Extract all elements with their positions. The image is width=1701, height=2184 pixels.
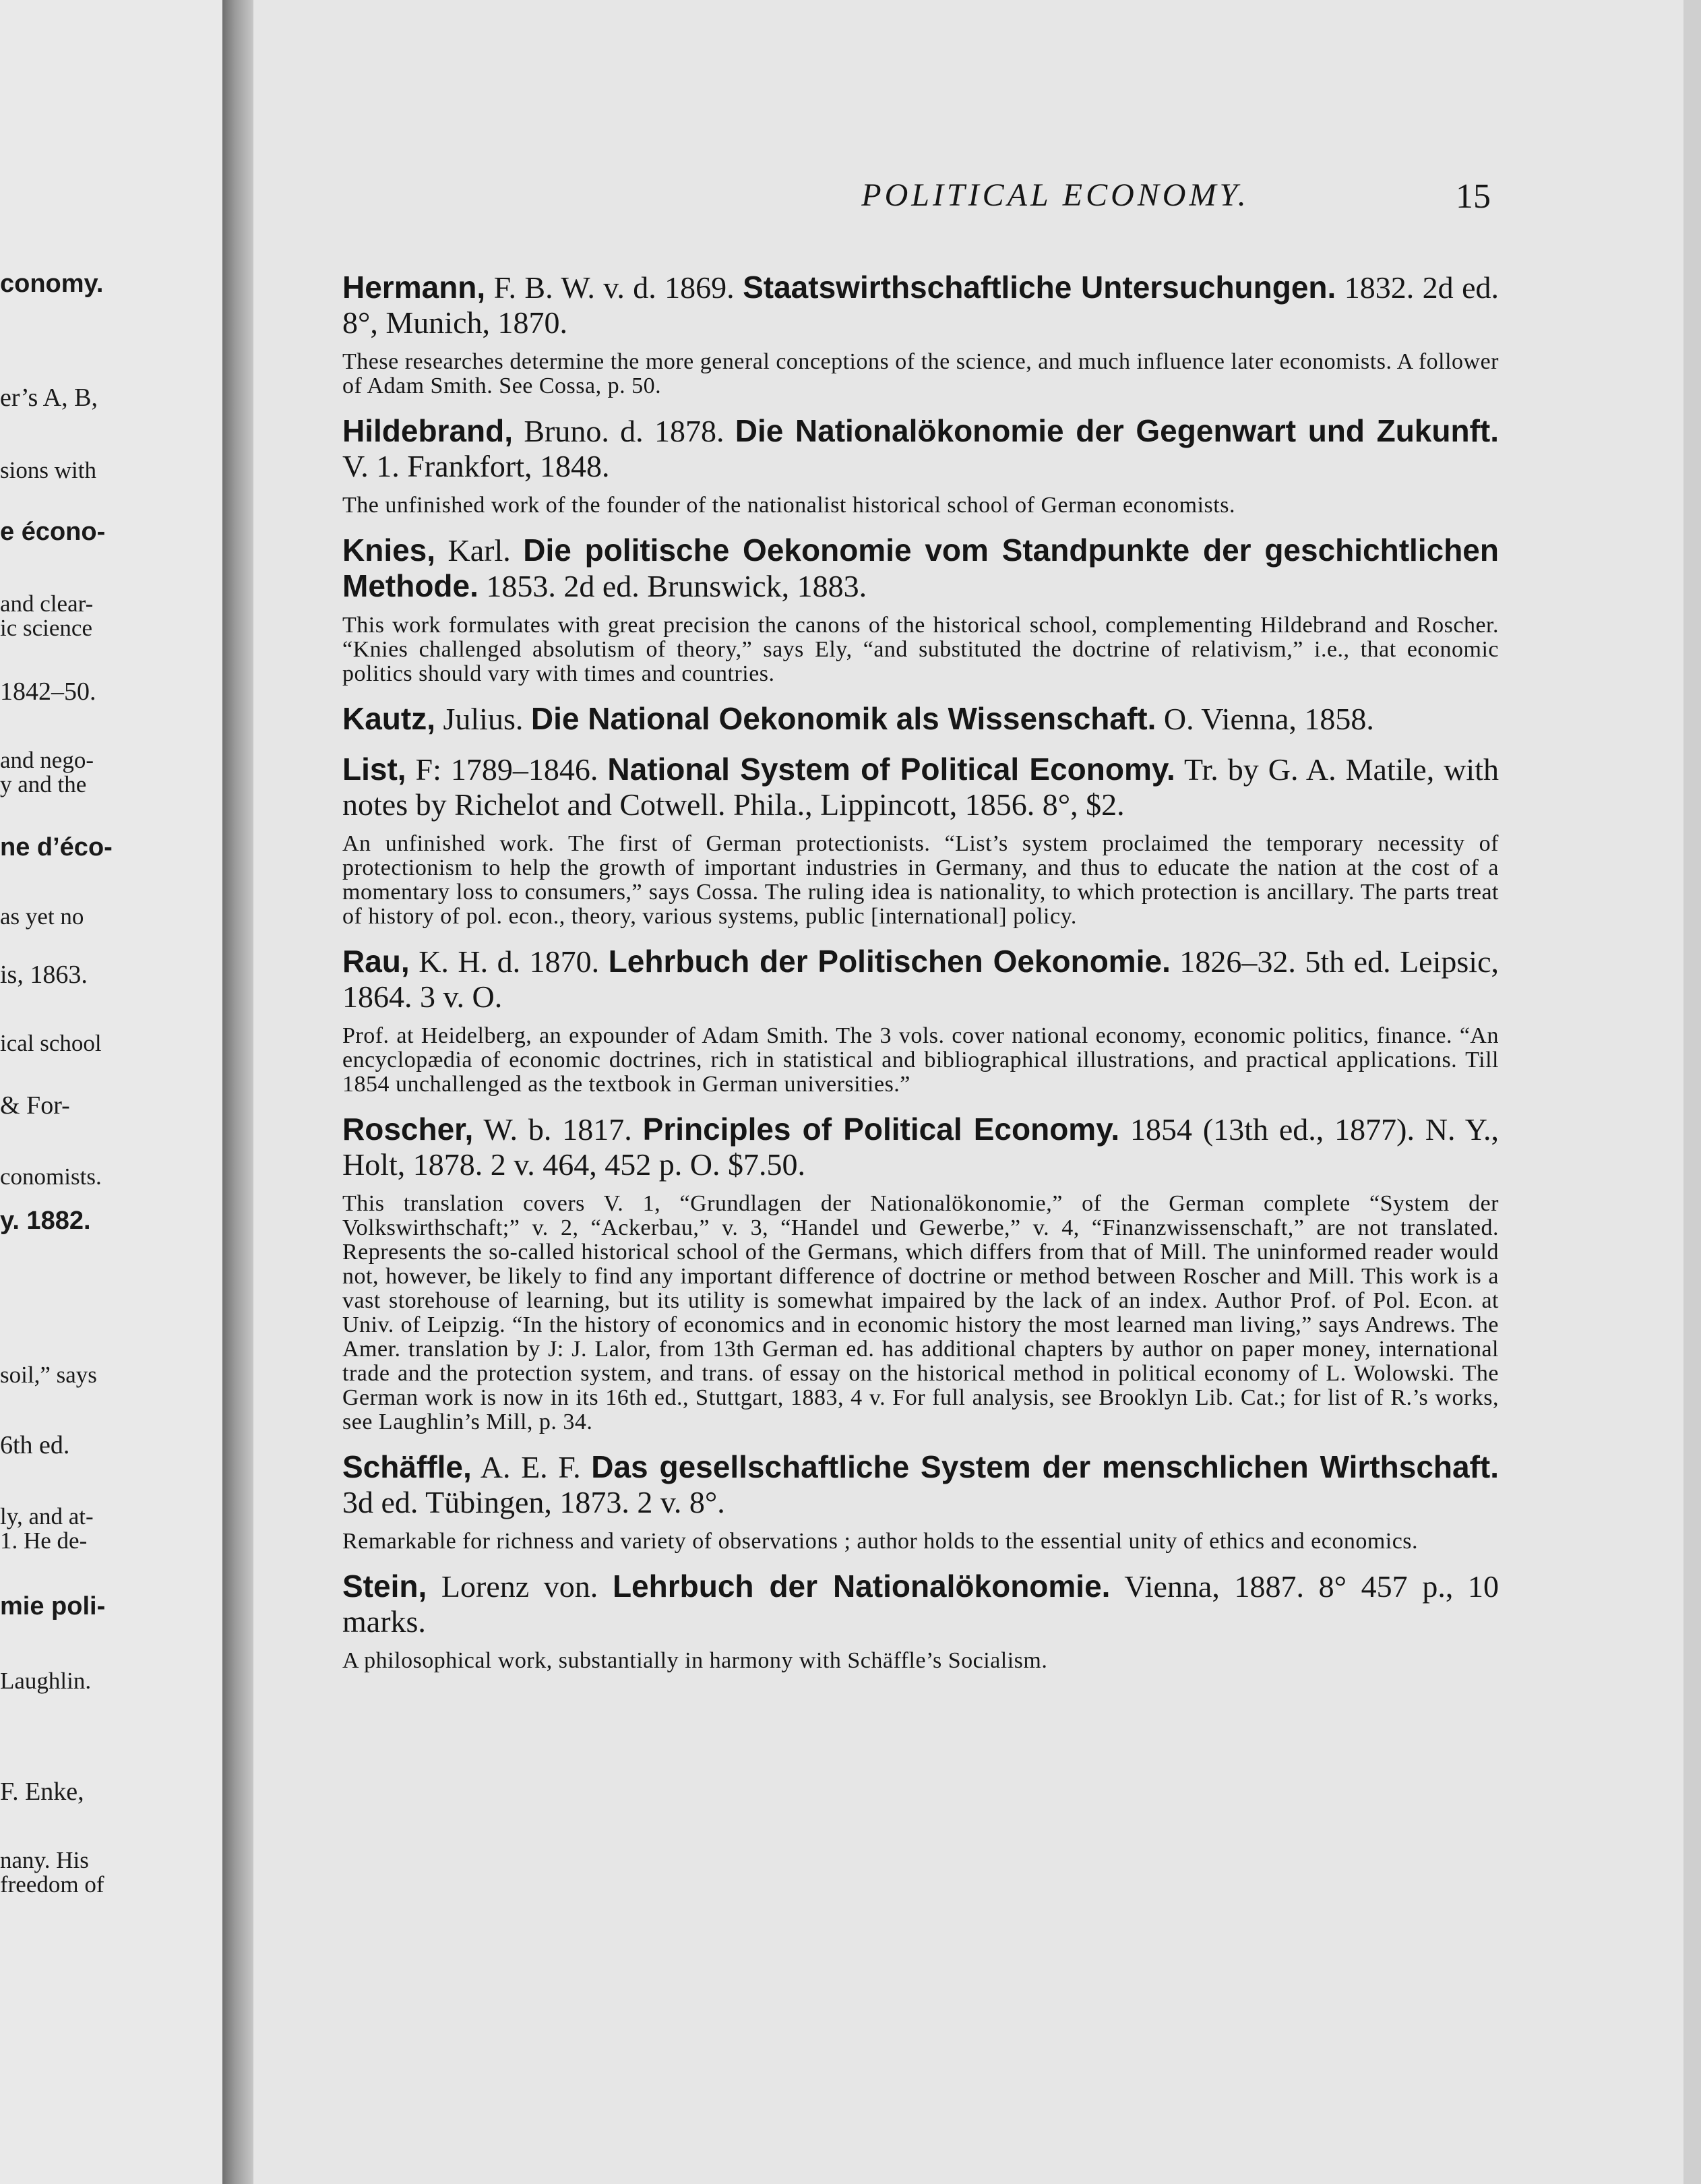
entry-heading: [342, 413, 1499, 484]
facing-page-fragment: soil,” says: [0, 1362, 97, 1388]
entry-publication: Vienna, 1887. 8° 457 p., 10 marks.: [342, 1569, 1499, 1639]
facing-page-fragment: conomy.: [0, 270, 104, 298]
entry-heading: [342, 701, 1499, 737]
entry-title: Die Nationalökonomie der Gegenwart und Zukunft.: [735, 413, 1499, 448]
facing-page-fragment: as yet no: [0, 903, 84, 930]
facing-page-fragment: mie poli-: [0, 1592, 106, 1620]
entry-title: Staatswirthschaftliche Untersuchungen.: [743, 270, 1336, 305]
entry-title: Lehrbuch der Nationalökonomie.: [612, 1569, 1111, 1604]
facing-page-fragment: & For-: [0, 1091, 70, 1120]
facing-page-fragment: is, 1863.: [0, 961, 88, 989]
entry-title: Principles of Political Economy.: [642, 1112, 1120, 1147]
bibliography-entry: [342, 1112, 1499, 1434]
entry-author-details: Bruno. d. 1878.: [513, 414, 735, 448]
entry-author-details: Lorenz von.: [427, 1569, 613, 1604]
entry-annotation: This translation covers V. 1, “Grundlagen der Nationalökonomie,” of the German complete “System der Volkswirthschaft;” v. 2, “Ackerbau,” v. 3, “Handel und Gewerbe,” v. 4, “Finanzwissenschaft,” are not translated. Represents the so-called historical school of the Germans, which differs from that of Mill. The uninformed reader would not, however, be likely to find any important difference of doctrine or method between Roscher and Mill. This work is a vast storehouse of learning, but its utility is somewhat impaired by the lack of an index. Author Prof. of Pol. Econ. at Univ. of Leipzig. “In the history of economics and in economic history the most learned man living,” says Andrews. The Amer. translation by J: J. Lalor, from 13th German ed. has additional chapters by author on paper money, international trade and the protection system, and trans. of essay on the historical method in political economy of L. Wolowski. The German work is now in its 16th ed., Stuttgart, 1883, 4 v. For full analysis, see Brooklyn Lib. Cat.; for list of R.’s works, see Laughlin’s Mill, p. 34.: [342, 1191, 1499, 1434]
facing-page-fragment: ne d’éco-: [0, 833, 113, 861]
entry-title: National System of Political Economy.: [607, 752, 1175, 787]
entry-title: Lehrbuch der Politischen Oekonomie.: [608, 944, 1171, 979]
entry-publication: 3d ed. Tübingen, 1873. 2 v. 8°.: [342, 1485, 725, 1519]
facing-page-fragment: Laughlin.: [0, 1668, 92, 1694]
facing-page-fragment: ly, and at-: [0, 1503, 94, 1529]
facing-page-fragment: freedom of: [0, 1871, 104, 1898]
entry-author: Kautz,: [342, 701, 435, 736]
entry-publication: 1853. 2d ed. Brunswick, 1883.: [478, 569, 867, 603]
entry-heading: [342, 1449, 1499, 1520]
entry-annotation: These researches determine the more general conceptions of the science, and much influence later economists. A follower of Adam Smith. See Cossa, p. 50.: [342, 349, 1499, 398]
facing-page-fragment: sions with: [0, 457, 96, 483]
entry-heading: [342, 270, 1499, 340]
bibliography-entry: [342, 413, 1499, 518]
entry-annotation: This work formulates with great precision the canons of the historical school, complementing Hildebrand and Roscher. “Knies challenged absolutism of theory,” says Ely, “and substituted the doctrine of relativism,” i.e., that economic politics should vary with times and countries.: [342, 613, 1499, 686]
entry-author: Schäffle,: [342, 1449, 472, 1484]
book-gutter: [222, 0, 253, 2184]
facing-page-fragment: and clear-: [0, 590, 94, 617]
entry-annotation: Remarkable for richness and variety of observations ; author holds to the essential unity of ethics and economics.: [342, 1529, 1419, 1554]
bibliography-entry: [342, 944, 1499, 1097]
facing-page-fragment: and nego-: [0, 747, 94, 773]
entry-heading: [342, 1569, 1499, 1639]
facing-page-fragment: y. 1882.: [0, 1207, 91, 1235]
entry-author: List,: [342, 752, 406, 787]
facing-page-fragment: y and the: [0, 771, 87, 797]
bibliography-entry: [342, 270, 1499, 398]
entry-annotation: A philosophical work, substantially in harmony with Schäffle’s Socialism.: [342, 1648, 1048, 1673]
entry-author-details: W. b. 1817.: [473, 1112, 643, 1147]
facing-page-edge: [0, 0, 222, 2184]
entry-heading: [342, 944, 1499, 1014]
facing-page-fragment: nany. His: [0, 1847, 89, 1873]
bibliography-entry: [342, 1449, 1499, 1554]
entry-heading: [342, 752, 1499, 822]
entry-title: Die National Oekonomik als Wissenschaft.: [530, 701, 1156, 736]
bibliography-entry: [342, 752, 1499, 929]
entry-author: Stein,: [342, 1569, 427, 1604]
entry-author-details: K. H. d. 1870.: [409, 944, 609, 979]
facing-page-fragment: F. Enke,: [0, 1778, 84, 1806]
page-edge: [1683, 0, 1701, 2184]
entry-annotation: The unfinished work of the founder of the nationalist historical school of German economists.: [342, 493, 1235, 518]
entry-author-details: A. E. F.: [471, 1450, 592, 1484]
entry-author-details: Karl.: [435, 533, 524, 568]
bibliography-entry: [342, 701, 1499, 737]
entry-publication: 1854 (13th ed., 1877). N. Y., Holt, 1878. 2 v. 464, 452 p. O. $7.50.: [342, 1112, 1499, 1182]
entry-author-details: F. B. W. v. d. 1869.: [485, 270, 743, 305]
facing-page-fragment: ic science: [0, 615, 92, 641]
entry-publication: 1826–32. 5th ed. Leipsic, 1864. 3 v. O.: [342, 944, 1499, 1014]
facing-page-fragment: e écono-: [0, 518, 106, 546]
facing-page-fragment: er’s A, B,: [0, 384, 98, 412]
entry-publication: O. Vienna, 1858.: [1156, 702, 1374, 736]
entry-publication: V. 1. Frankfort, 1848.: [342, 449, 610, 483]
entry-publication: 1832. 2d ed. 8°, Munich, 1870.: [342, 270, 1499, 340]
bibliography-entry: [342, 533, 1499, 686]
facing-page-fragment: ical school: [0, 1030, 102, 1056]
running-head: POLITICAL ECONOMY.: [861, 177, 1249, 213]
book-page: [253, 0, 1683, 2184]
facing-page-fragment: 6th ed.: [0, 1431, 70, 1459]
bibliography-entry: [342, 1569, 1499, 1673]
entry-author: Knies,: [342, 533, 436, 568]
entry-author: Hildebrand,: [342, 413, 514, 448]
page-number: 15: [1456, 177, 1491, 216]
entry-title: Das gesellschaftliche System der menschlichen Wirthschaft.: [591, 1449, 1499, 1484]
bibliography-entries: [342, 270, 1499, 1688]
entry-title: Die politische Oekonomie vom Standpunkte der geschichtlichen Methode.: [342, 533, 1499, 603]
entry-author-details: Julius.: [435, 702, 531, 736]
facing-page-fragment: 1842–50.: [0, 677, 96, 706]
entry-heading: [342, 1112, 1499, 1182]
entry-annotation: An unfinished work. The first of German protectionists. “List’s system proclaimed the temporary necessity of protectionism to help the growth of important industries in Germany, and thus to educate the nation at the cost of a momentary loss to consumers,” says Cossa. The ruling idea is nationality, to which protection is ancillary. The parts treat of history of pol. econ., theory, various systems, public [international] policy.: [342, 831, 1499, 929]
facing-page-fragment: conomists.: [0, 1163, 102, 1190]
entry-heading: [342, 533, 1499, 604]
entry-author: Rau,: [342, 944, 410, 979]
entry-author: Roscher,: [342, 1112, 474, 1147]
entry-annotation: Prof. at Heidelberg, an expounder of Adam Smith. The 3 vols. cover national economy, economic politics, finance. “An encyclopædia of economic doctrines, rich in statistical and bibliographical illustrations, and practical applications. Till 1854 unchallenged as the textbook in German universities.”: [342, 1023, 1499, 1097]
facing-page-fragment: 1. He de-: [0, 1527, 88, 1554]
entry-author: Hermann,: [342, 270, 486, 305]
entry-publication: Tr. by G. A. Matile, with notes by Richelot and Cotwell. Phila., Lippincott, 1856. 8°, $2.: [342, 752, 1499, 822]
entry-author-details: F: 1789–1846.: [406, 752, 608, 787]
